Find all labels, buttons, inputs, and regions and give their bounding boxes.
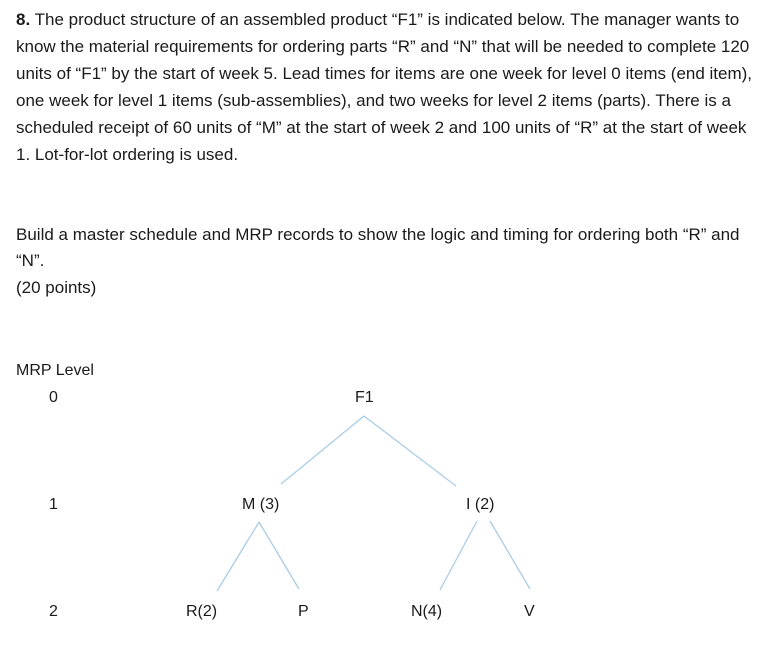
edge-m-p bbox=[259, 522, 299, 589]
node-p: P bbox=[298, 603, 309, 620]
level-label-1: 1 bbox=[49, 496, 58, 513]
mrp-level-header: MRP Level bbox=[16, 362, 94, 379]
task-instructions: Build a master schedule and MRP records to show the logic and timing for ordering both “R” and “N”. bbox=[16, 225, 740, 270]
node-n: N(4) bbox=[411, 603, 443, 620]
node-f1: F1 bbox=[355, 389, 374, 406]
edge-f1-m bbox=[281, 416, 364, 484]
node-v: V bbox=[524, 603, 535, 620]
level-label-0: 0 bbox=[49, 389, 58, 406]
points-label: (20 points) bbox=[16, 278, 97, 297]
edge-f1-i bbox=[364, 416, 456, 486]
question-body: The product structure of an assembled product “F1” is indicated below. The manager wants to know the material requirements for ordering parts “R” and “N” that will be needed to complete 120 units of “F1” by the start of week 5. Lead times for items are one week for level 0 items (end item), one week for level 1 items (sub-assemblies), and two weeks for level 2 items (parts). There is a scheduled receipt of 60 units of “M” at the start of week 2 and 100 units of “R” at the start of week 1. Lot-for-lot ordering is used. bbox=[16, 10, 753, 164]
edge-m-r bbox=[217, 522, 259, 591]
node-r: R(2) bbox=[186, 603, 218, 620]
edge-i-n bbox=[440, 521, 477, 590]
node-i: I (2) bbox=[466, 496, 495, 513]
question-number: 8. bbox=[16, 10, 31, 29]
edge-i-v bbox=[490, 521, 530, 589]
level-label-2: 2 bbox=[49, 603, 58, 620]
node-m: M (3) bbox=[242, 496, 280, 513]
